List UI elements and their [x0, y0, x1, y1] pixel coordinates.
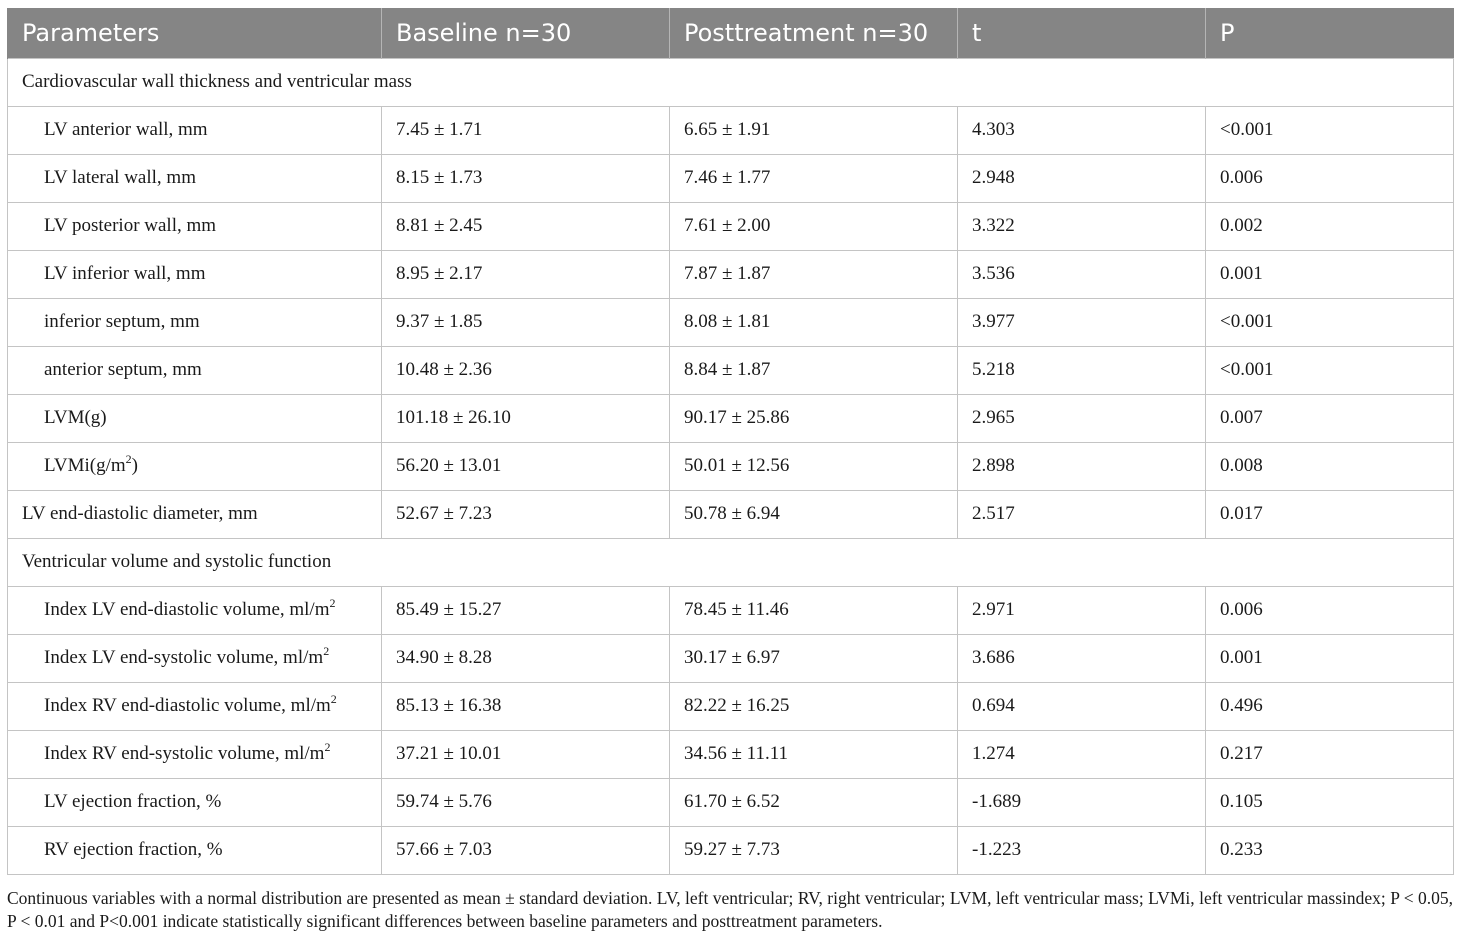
label-text: LVMi(g/m: [44, 455, 126, 476]
parameter-label: LVM(g): [8, 394, 382, 442]
superscript: 2: [323, 644, 330, 658]
table-row: [8, 298, 1454, 346]
label-text: Index LV end-diastolic volume, ml/m: [44, 599, 330, 620]
section-title: Cardiovascular wall thickness and ventricular mass: [8, 58, 1454, 106]
superscript: 2: [329, 596, 336, 610]
baseline-value: 8.95 ± 2.17: [382, 250, 670, 298]
table-row: [8, 682, 1454, 730]
parameter-label: [8, 730, 382, 778]
baseline-value: 57.66 ± 7.03: [382, 826, 670, 874]
parameter-label: LV inferior wall, mm: [8, 250, 382, 298]
table-row: [8, 730, 1454, 778]
parameter-label: LV anterior wall, mm: [8, 106, 382, 154]
header-parameters: Parameters: [8, 8, 382, 58]
table-row: [8, 442, 1454, 490]
t-value: 3.686: [958, 634, 1206, 682]
superscript: 2: [324, 740, 331, 754]
parameter-label: LV posterior wall, mm: [8, 202, 382, 250]
t-value: -1.223: [958, 826, 1206, 874]
t-value: 5.218: [958, 346, 1206, 394]
header-t: t: [958, 8, 1206, 58]
table-row: [8, 778, 1454, 826]
p-value: 0.105: [1206, 778, 1454, 826]
t-value: 2.517: [958, 490, 1206, 538]
p-value: 0.001: [1206, 250, 1454, 298]
p-value: 0.006: [1206, 154, 1454, 202]
p-value: 0.233: [1206, 826, 1454, 874]
baseline-value: 8.81 ± 2.45: [382, 202, 670, 250]
header-row: [8, 8, 1454, 58]
t-value: 3.322: [958, 202, 1206, 250]
parameter-label: [8, 586, 382, 634]
t-value: 4.303: [958, 106, 1206, 154]
posttreatment-value: 7.87 ± 1.87: [670, 250, 958, 298]
table-row: [8, 250, 1454, 298]
parameter-label: LV end-diastolic diameter, mm: [8, 490, 382, 538]
header-posttreatment: Posttreatment n=30: [670, 8, 958, 58]
baseline-value: 56.20 ± 13.01: [382, 442, 670, 490]
table-row: [8, 154, 1454, 202]
p-value: 0.017: [1206, 490, 1454, 538]
baseline-value: 9.37 ± 1.85: [382, 298, 670, 346]
posttreatment-value: 82.22 ± 16.25: [670, 682, 958, 730]
baseline-value: 37.21 ± 10.01: [382, 730, 670, 778]
label-text: Index LV end-systolic volume, ml/m: [44, 647, 324, 668]
parameter-label: [8, 682, 382, 730]
section-row-volume: [8, 538, 1454, 586]
posttreatment-value: 59.27 ± 7.73: [670, 826, 958, 874]
header-baseline: Baseline n=30: [382, 8, 670, 58]
label-text: Index RV end-diastolic volume, ml/m: [44, 695, 331, 716]
posttreatment-value: 8.08 ± 1.81: [670, 298, 958, 346]
p-value: 0.217: [1206, 730, 1454, 778]
p-value: <0.001: [1206, 298, 1454, 346]
posttreatment-value: 50.01 ± 12.56: [670, 442, 958, 490]
t-value: 2.965: [958, 394, 1206, 442]
header-p: P: [1206, 8, 1454, 58]
parameter-label: [8, 634, 382, 682]
p-value: 0.496: [1206, 682, 1454, 730]
section-row-wall: [8, 58, 1454, 106]
t-value: 1.274: [958, 730, 1206, 778]
table-footnote: Continuous variables with a normal distribution are presented as mean ± standard deviation. LV, left ventricular; RV, right ventricular; LVM, left ventricular mass; LVMi, left ventricular massindex; P < 0.05, P < 0.01 and P<0.001 indicate statistically significant differences between baseline parameters and posttreatment parameters.: [7, 888, 1453, 931]
t-value: 2.971: [958, 586, 1206, 634]
table-row: [8, 346, 1454, 394]
p-value: 0.007: [1206, 394, 1454, 442]
table-row: [8, 106, 1454, 154]
table-row: [8, 586, 1454, 634]
posttreatment-value: 90.17 ± 25.86: [670, 394, 958, 442]
section-title: Ventricular volume and systolic function: [8, 538, 1454, 586]
p-value: 0.006: [1206, 586, 1454, 634]
posttreatment-value: 50.78 ± 6.94: [670, 490, 958, 538]
p-value: <0.001: [1206, 106, 1454, 154]
parameter-label: [8, 442, 382, 490]
baseline-value: 52.67 ± 7.23: [382, 490, 670, 538]
superscript: 2: [125, 452, 132, 466]
parameter-label: inferior septum, mm: [8, 298, 382, 346]
table-row: [8, 394, 1454, 442]
baseline-value: 8.15 ± 1.73: [382, 154, 670, 202]
baseline-value: 34.90 ± 8.28: [382, 634, 670, 682]
parameter-label: LV lateral wall, mm: [8, 154, 382, 202]
baseline-value: 7.45 ± 1.71: [382, 106, 670, 154]
p-value: 0.002: [1206, 202, 1454, 250]
parameter-label: RV ejection fraction, %: [8, 826, 382, 874]
t-value: 0.694: [958, 682, 1206, 730]
baseline-value: 59.74 ± 5.76: [382, 778, 670, 826]
baseline-value: 85.13 ± 16.38: [382, 682, 670, 730]
table-row: [8, 826, 1454, 874]
results-table-container: [7, 8, 1453, 875]
t-value: 3.977: [958, 298, 1206, 346]
p-value: 0.001: [1206, 634, 1454, 682]
posttreatment-value: 7.61 ± 2.00: [670, 202, 958, 250]
label-suffix: ): [131, 455, 138, 476]
t-value: -1.689: [958, 778, 1206, 826]
p-value: 0.008: [1206, 442, 1454, 490]
baseline-value: 85.49 ± 15.27: [382, 586, 670, 634]
parameter-label: LV ejection fraction, %: [8, 778, 382, 826]
table-row: [8, 202, 1454, 250]
p-value: <0.001: [1206, 346, 1454, 394]
parameter-label: anterior septum, mm: [8, 346, 382, 394]
posttreatment-value: 8.84 ± 1.87: [670, 346, 958, 394]
t-value: 2.948: [958, 154, 1206, 202]
label-text: Index RV end-systolic volume, ml/m: [44, 743, 325, 764]
posttreatment-value: 30.17 ± 6.97: [670, 634, 958, 682]
posttreatment-value: 61.70 ± 6.52: [670, 778, 958, 826]
results-table: [7, 8, 1454, 875]
t-value: 3.536: [958, 250, 1206, 298]
posttreatment-value: 78.45 ± 11.46: [670, 586, 958, 634]
t-value: 2.898: [958, 442, 1206, 490]
table-row: [8, 634, 1454, 682]
posttreatment-value: 6.65 ± 1.91: [670, 106, 958, 154]
superscript: 2: [330, 692, 337, 706]
posttreatment-value: 7.46 ± 1.77: [670, 154, 958, 202]
posttreatment-value: 34.56 ± 11.11: [670, 730, 958, 778]
table-row: [8, 490, 1454, 538]
baseline-value: 101.18 ± 26.10: [382, 394, 670, 442]
baseline-value: 10.48 ± 2.36: [382, 346, 670, 394]
